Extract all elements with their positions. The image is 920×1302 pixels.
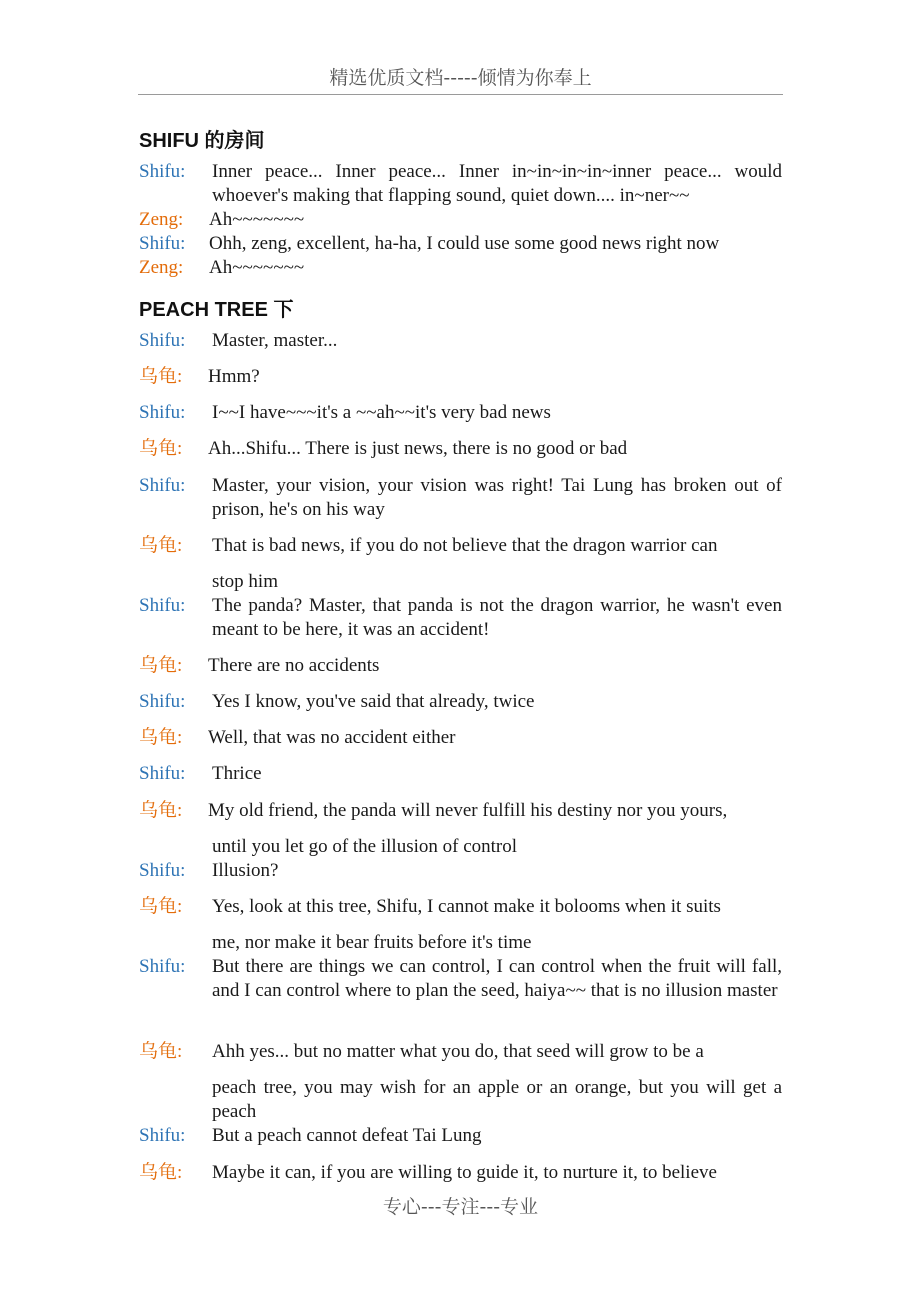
dialogue-line [139, 570, 782, 594]
dialogue-text: Yes, look at this tree, Shifu, I cannot make it bolooms when it suits [212, 896, 721, 917]
dialogue-line [139, 256, 782, 280]
dialogue-line [139, 474, 782, 522]
speaker-label: Shifu: [139, 860, 186, 881]
dialogue-text: Ah~~~~~~~ [209, 209, 305, 230]
dialogue-text: Inner peace... Inner peace... Inner in~in~in~in~inner peace... would whoever's making that flapping sound, quiet down.... in~ner~~ [212, 161, 782, 206]
dialogue-text: Ahh yes... but no matter what you do, that seed will grow to be a [212, 1041, 704, 1062]
speaker-label: 乌龟: [139, 1041, 183, 1062]
dialogue-line [139, 955, 782, 1003]
dialogue-text: until you let go of the illusion of control [212, 836, 518, 857]
speaker-label: 乌龟: [139, 800, 183, 821]
speaker-label: 乌龟: [139, 727, 183, 748]
dialogue-line [139, 1076, 782, 1124]
speaker-label: 乌龟: [139, 896, 183, 917]
section-title-peach-tree: PEACH TREE 下 [139, 299, 294, 321]
speaker-label: Shifu: [139, 691, 186, 712]
dialogue-text: peach tree, you may wish for an apple or an orange, but you will get a peach [212, 1077, 782, 1122]
dialogue-line [139, 654, 782, 678]
dialogue-text: stop him [212, 571, 278, 592]
dialogue-line [139, 859, 782, 883]
speaker-label: Shifu: [139, 475, 186, 496]
speaker-label: Shifu: [139, 233, 186, 254]
dialogue-line [139, 931, 782, 955]
dialogue-line [139, 762, 782, 786]
dialogue-line [139, 401, 782, 425]
dialogue-text: Master, your vision, your vision was right! Tai Lung has broken out of prison, he's on his way [212, 475, 782, 520]
speaker-label: Shifu: [139, 956, 186, 977]
dialogue-line [139, 690, 782, 714]
dialogue-text: There are no accidents [208, 655, 380, 676]
dialogue-line [139, 208, 782, 232]
speaker-label: 乌龟: [139, 1162, 183, 1183]
section-title-shifu-room: SHIFU 的房间 [139, 130, 265, 152]
speaker-label: 乌龟: [139, 438, 183, 459]
dialogue-line [139, 594, 782, 642]
dialogue-text: Yes I know, you've said that already, twice [212, 691, 535, 712]
dialogue-text: The panda? Master, that panda is not the dragon warrior, he wasn't even meant to be here, it was an accident! [212, 595, 782, 640]
speaker-label: 乌龟: [139, 655, 183, 676]
dialogue-line [139, 1040, 782, 1064]
dialogue-text: Ah...Shifu... There is just news, there is no good or bad [208, 438, 628, 459]
speaker-label: Shifu: [139, 763, 186, 784]
dialogue-text: But there are things we can control, I can control when the fruit will fall, and I can control where to plan the seed, haiya~~ that is no illusion master [212, 956, 782, 1001]
dialogue-text: Well, that was no accident either [208, 727, 456, 748]
dialogue-text: That is bad news, if you do not believe that the dragon warrior can [212, 535, 718, 556]
dialogue-text: Ohh, zeng, excellent, ha-ha, I could use some good news right now [209, 233, 720, 254]
speaker-label: 乌龟: [139, 366, 183, 387]
speaker-label: Shifu: [139, 595, 186, 616]
dialogue-line [139, 365, 782, 389]
dialogue-line [139, 232, 782, 256]
dialogue-line [139, 799, 782, 823]
dialogue-line [139, 160, 782, 208]
dialogue-line [139, 1124, 782, 1148]
page-footer: 专心---专注---专业 [382, 1196, 539, 1218]
speaker-label: 乌龟: [139, 535, 183, 556]
dialogue-text: Hmm? [208, 366, 260, 387]
page-header: 精选优质文档-----倾情为你奉上 [138, 62, 783, 95]
speaker-label: Shifu: [139, 1125, 186, 1146]
speaker-label: Zeng: [139, 209, 184, 230]
speaker-label: Shifu: [139, 161, 186, 182]
dialogue-text: Illusion? [212, 860, 279, 881]
dialogue-text: Master, master... [212, 330, 338, 351]
dialogue-text: Ah~~~~~~~ [209, 257, 305, 278]
speaker-label: Zeng: [139, 257, 184, 278]
dialogue-text: Maybe it can, if you are willing to guide it, to nurture it, to believe [212, 1162, 717, 1183]
dialogue-line [139, 895, 782, 919]
speaker-label: Shifu: [139, 330, 186, 351]
dialogue-text: Thrice [212, 763, 262, 784]
dialogue-text: My old friend, the panda will never fulfill his destiny nor you yours, [208, 800, 728, 821]
dialogue-text: I~~I have~~~it's a ~~ah~~it's very bad news [212, 402, 551, 423]
dialogue-text: But a peach cannot defeat Tai Lung [212, 1125, 482, 1146]
dialogue-line [139, 1161, 782, 1185]
dialogue-line [139, 726, 782, 750]
dialogue-line [139, 329, 782, 353]
dialogue-line [139, 835, 782, 859]
dialogue-line [139, 437, 782, 461]
speaker-label: Shifu: [139, 402, 186, 423]
dialogue-text: me, nor make it bear fruits before it's time [212, 932, 532, 953]
dialogue-line [139, 534, 782, 558]
